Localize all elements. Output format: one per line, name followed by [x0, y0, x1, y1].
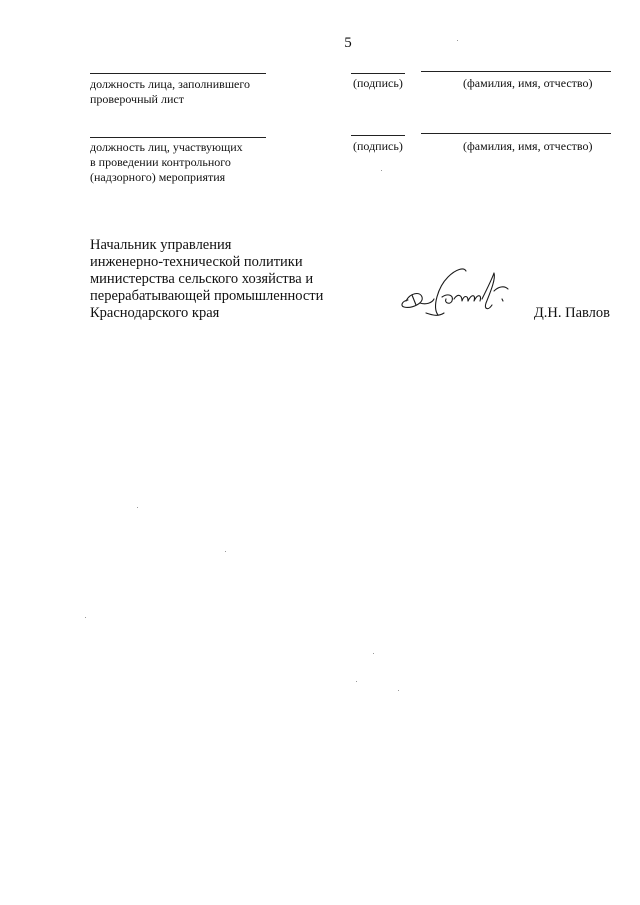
signature-caption-2: (подпись)	[353, 139, 403, 153]
position-caption-2	[90, 140, 243, 185]
scan-speck	[381, 170, 382, 171]
position-line-2	[90, 137, 266, 138]
signatory-title-line: Краснодарского края	[90, 305, 220, 321]
position-caption-2-line1: должность лиц, участвующих	[90, 140, 243, 154]
handwritten-signature	[398, 263, 516, 325]
signatory-title-line: инженерно-технической политики	[90, 254, 303, 270]
position-caption-1-line1: должность лица, заполнившего	[90, 77, 251, 91]
scan-speck	[137, 507, 138, 508]
position-caption-1-line2: проверочный лист	[90, 92, 184, 106]
page-number: 5	[344, 35, 352, 51]
position-line-1	[90, 73, 266, 74]
signatory-title	[90, 237, 323, 322]
signature-line-2	[351, 135, 405, 136]
name-line-1	[421, 71, 611, 72]
position-caption-2-line2: в проведении контрольного	[90, 155, 231, 169]
position-caption-2-line3: (надзорного) мероприятия	[90, 170, 226, 184]
name-line-2	[421, 133, 611, 134]
name-caption-1: (фамилия, имя, отчество)	[463, 76, 593, 90]
scan-speck	[85, 617, 86, 618]
signature-line-1	[351, 73, 405, 74]
scan-speck	[225, 551, 226, 552]
signatory-name: Д.Н. Павлов	[533, 305, 610, 321]
signatory-title-line: министерства сельского хозяйства и	[90, 271, 314, 287]
signatory-title-line: Начальник управления	[90, 237, 232, 253]
scan-speck	[398, 690, 399, 691]
scan-speck	[356, 681, 357, 682]
signatory-title-line: перерабатывающей промышленности	[90, 288, 324, 304]
signature-caption-1: (подпись)	[353, 76, 403, 90]
position-caption-1	[90, 77, 250, 107]
name-caption-2: (фамилия, имя, отчество)	[463, 139, 593, 153]
scan-speck	[373, 653, 374, 654]
scan-speck	[457, 40, 458, 41]
